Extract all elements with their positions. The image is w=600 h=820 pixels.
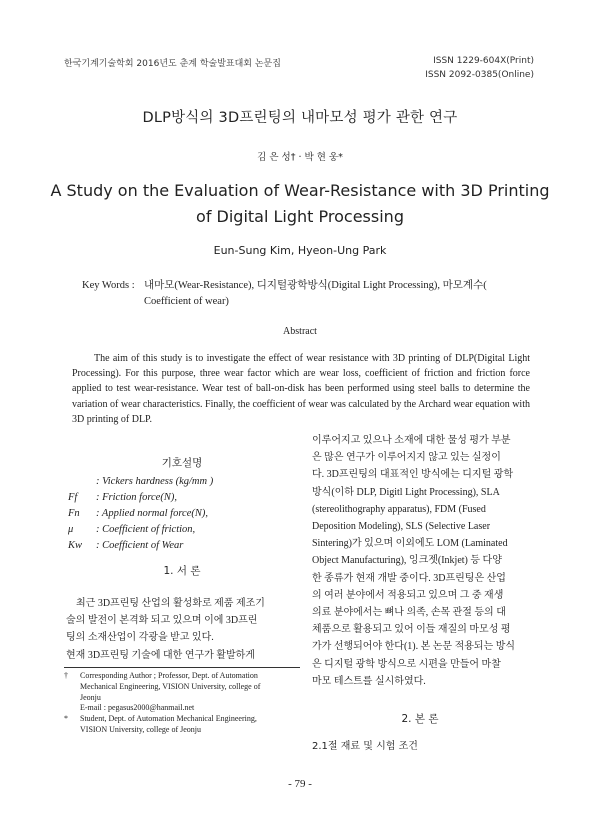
footnotes: [64, 671, 302, 736]
authors-english: Eun-Sung Kim, Hyeon-Ung Park: [213, 244, 387, 257]
title-english: [0, 178, 600, 230]
footnote-line: Corresponding Author ; Professor, Dept. of Automation: [80, 671, 258, 680]
footnote-mark: †: [64, 671, 68, 680]
footnote-line: Student, Dept. of Automation Mechanical Engineering,: [80, 714, 257, 724]
body-line: 마모 테스트를 실시하였다.: [312, 675, 426, 687]
title-korean: DLP방식의 3D프린팅의 내마모성 평가 관한 연구: [142, 110, 458, 126]
body-line: 가가 선행되어야 한다(1). 본 논문 적용되는 방식: [312, 641, 516, 653]
body-line: Sintering)가 있으며 이외에도 LOM (Laminated: [312, 538, 508, 550]
body-line: Object Manufacturing), 잉크젯(Inkjet) 등 다양: [312, 555, 502, 567]
nomenclature-symbol: Kw: [68, 540, 83, 551]
nomenclature-desc: : Coefficient of Wear: [96, 540, 184, 551]
page-number: - 79 -: [288, 778, 312, 790]
footnote-corresponding: [64, 671, 302, 714]
nomenclature-list: [68, 474, 304, 554]
nomenclature-heading: 기호설명: [161, 457, 203, 469]
body-line: Deposition Modeling), SLS (Selective Laser: [312, 521, 491, 533]
keywords-label: Key Words :: [82, 280, 135, 291]
nomenclature-desc: : Vickers hardness (kg/mm ): [96, 476, 214, 487]
nomenclature-desc: : Applied normal force(N),: [96, 508, 208, 519]
nomenclature-symbol: μ: [68, 524, 74, 535]
issn-online: ISSN 2092-0385(Online): [425, 70, 534, 80]
nomenclature-row: [68, 538, 304, 554]
footnote-mark: *: [64, 714, 68, 724]
footnote-student: [64, 714, 302, 736]
footnote-line: Mechanical Engineering, VISION University, college of: [80, 681, 261, 691]
body-line: 은 디지털 광학 방식으로 시편을 만들어 마찰: [312, 658, 501, 670]
nomenclature-desc: : Coefficient of friction,: [96, 524, 196, 535]
footnote-line: E-mail : pegasus2000@hanmail.net: [80, 703, 195, 713]
section-1-heading: 1. 서 론: [163, 565, 201, 577]
authors-korean: 김 은 성† · 박 현 웅*: [257, 152, 343, 163]
body-line: 이루어지고 있으나 소재에 대한 물성 평가 부분: [312, 435, 511, 446]
body-line: 팅의 소재산업이 각광을 받고 있다.: [66, 632, 214, 644]
subsection-2-1-heading: 2.1절 재료 및 시험 조건: [312, 741, 418, 752]
body-line: 술의 발전이 본격화 되고 있으며 이에 3D프린: [66, 615, 258, 627]
nomenclature-symbol: Fn: [68, 508, 80, 519]
journal-header: 한국기계기술학회 2016년도 춘계 학술발표대회 논문집: [64, 59, 281, 69]
body-line: 체품으로 활용되고 있어 이들 재질의 마모성 평: [312, 624, 511, 636]
body-line: 다. 3D프린팅의 대표적인 방식에는 디지털 광학: [312, 469, 514, 481]
body-line: (stereolithography apparatus), FDM (Fused: [312, 503, 486, 515]
section-2-heading: 2. 본 론: [401, 713, 439, 725]
body-line: 의료 분야에서는 뼈나 의족, 손목 관절 등의 대: [312, 607, 506, 619]
nomenclature-row: [68, 522, 304, 538]
right-column-body: [312, 432, 552, 690]
abstract-body: The aim of this study is to investigate the effect of wear resistance with 3D printing of DLP(Digital Light Processing). For this purpose, three wear factor which are wear loss, coefficient of friction and friction force applied to test wear-resistance. Wear test of ball-on-disk has been performed using steel balls to determine the variation of wear characteristics. Finally, the coefficient of wear was calculated by the Archard wear equation with 3D printing of DLP.: [72, 353, 530, 425]
nomenclature-row: [68, 474, 304, 490]
abstract-title: Abstract: [283, 326, 317, 337]
keywords-line1: 내마모(Wear-Resistance), 디지털광학방식(Digital Light Processing), 마모계수(: [144, 280, 487, 291]
issn-print: ISSN 1229-604X(Print): [433, 56, 534, 66]
body-line: 의 여러 분야에서 적용되고 있으며 그 중 재생: [312, 589, 504, 601]
footnote-divider: [64, 667, 300, 668]
keywords-line2: Coefficient of wear): [144, 296, 229, 307]
keywords: [82, 278, 552, 310]
nomenclature-symbol: Ff: [68, 492, 78, 503]
section-1-body: [66, 595, 306, 664]
footnote-line: VISION University, college of Jeonju: [80, 724, 202, 734]
nomenclature-row: [68, 490, 304, 506]
body-line: 최근 3D프린팅 산업의 활성화로 제품 제조기: [76, 598, 265, 609]
title-english-line1: A Study on the Evaluation of Wear-Resistance with 3D Printing: [50, 181, 550, 200]
body-line: 은 많은 연구가 이루어지지 않고 있는 실정이: [312, 452, 501, 464]
body-line: 한 종류가 현재 개발 중이다. 3D프린팅은 산업: [312, 572, 506, 584]
body-line: 방식(이하 DLP, Digitl Light Processing), SLA: [312, 486, 500, 498]
footnote-line: Jeonju: [80, 692, 101, 702]
nomenclature-desc: : Friction force(N),: [96, 492, 177, 503]
nomenclature-row: [68, 506, 304, 522]
title-english-line2: of Digital Light Processing: [196, 207, 404, 226]
body-line: 현재 3D프린팅 기술에 대한 연구가 활발하게: [66, 649, 255, 661]
